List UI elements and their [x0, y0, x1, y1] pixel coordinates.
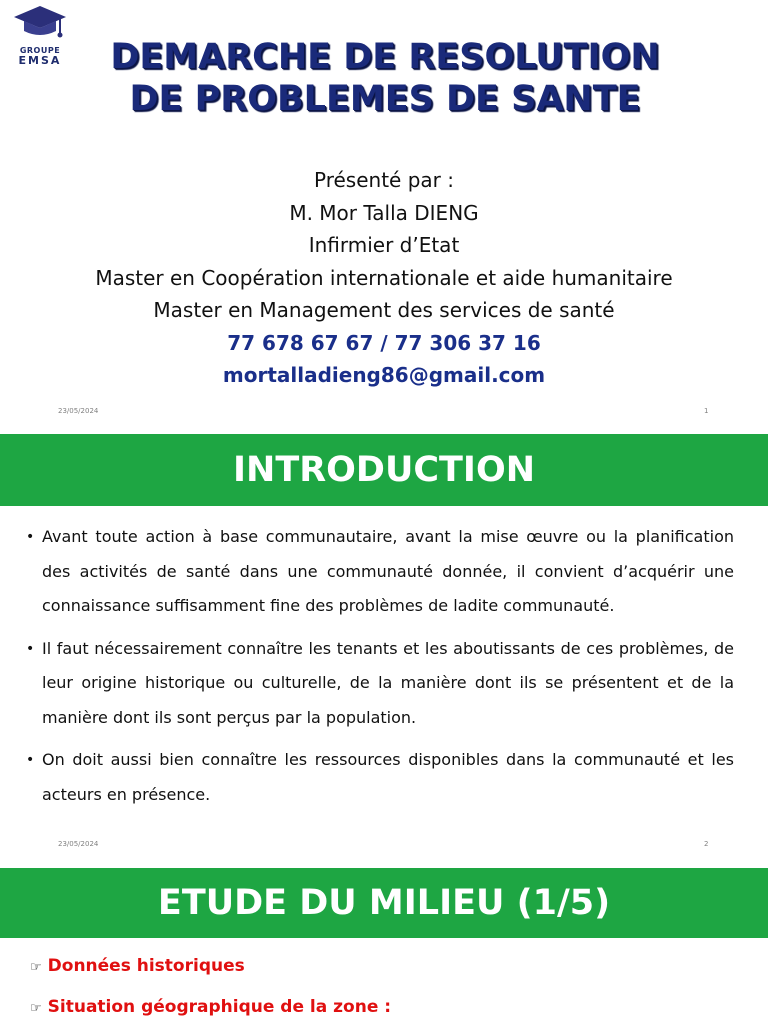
slide-title — [60, 36, 710, 120]
presenter-name: M. Mor Talla DIENG — [289, 200, 479, 225]
bullet-icon: • — [26, 640, 35, 657]
topic-text: Données historiques — [47, 956, 245, 976]
bullet-icon: • — [26, 752, 35, 768]
title-slide — [0, 0, 768, 432]
title-line-2: DE PROBLEMES DE SANTE — [129, 79, 641, 119]
bullet-item — [26, 632, 734, 736]
topic-item — [30, 952, 391, 993]
bullet-text: On doit aussi bien connaître les ressources disponibles dans la communauté et les acteurs en présence. — [42, 750, 734, 804]
slide-title: INTRODUCTION — [233, 450, 535, 490]
bullet-icon: • — [26, 529, 35, 545]
logo-text-groupe: GROUPE — [19, 46, 61, 55]
slide-title: ETUDE DU MILIEU (1/5) — [157, 883, 611, 923]
slide-number: 1 — [704, 407, 709, 415]
pointing-hand-icon: ☞ — [30, 960, 42, 975]
slide-date: 23/05/2024 — [58, 407, 99, 415]
etude-du-milieu-slide — [0, 868, 768, 1024]
slide-title-banner — [0, 868, 768, 938]
presenter-email: mortalladieng86@gmail.com — [222, 363, 546, 387]
introduction-slide — [0, 434, 768, 866]
bullet-text: Il faut nécessairement connaître les tenants et les aboutissants de ces problèmes, de leur origine historique ou culturelle, de la manière dont ils se présentent et de la manière dont ils sont perçus par la population. — [42, 638, 734, 727]
presenter-phone: 77 678 67 67 / 77 306 37 16 — [227, 330, 541, 355]
bullet-item — [26, 743, 734, 812]
logo-text-emsa: EMSA — [18, 54, 62, 67]
topic-item — [30, 993, 391, 1034]
slide-number: 2 — [704, 840, 709, 848]
presenter-degree-1: Master en Coopération internationale et aide humanitaire — [95, 265, 673, 290]
slide-date: 23/05/2024 — [58, 840, 99, 848]
topic-text: Situation géographique de la zone : — [47, 997, 392, 1017]
topic-list — [30, 952, 391, 1034]
presenter-title: Infirmier d’Etat — [308, 233, 460, 257]
presented-by: Présenté par : — [314, 168, 454, 192]
title-line-1: DEMARCHE DE RESOLUTION — [110, 37, 660, 77]
bullet-list — [26, 520, 734, 820]
bullet-text: Avant toute action à base communautaire, avant la mise œuvre ou la planification des activités de santé dans une communauté donnée, il convient d’acquérir une connaissance suffisamment fine des problèmes de ladite communauté. — [42, 527, 734, 615]
bullet-item — [26, 520, 734, 624]
presenter-block — [0, 164, 768, 392]
slide-title-banner — [0, 434, 768, 506]
presenter-degree-2: Master en Management des services de santé — [153, 298, 615, 322]
pointing-hand-icon: ☞ — [30, 1001, 42, 1016]
